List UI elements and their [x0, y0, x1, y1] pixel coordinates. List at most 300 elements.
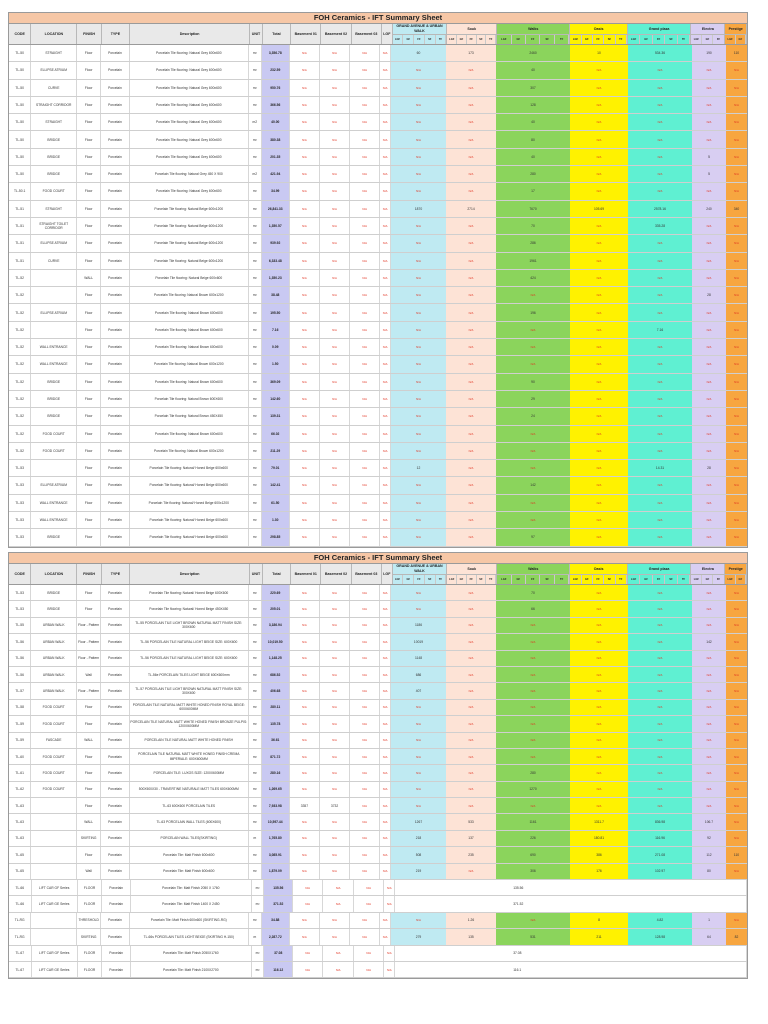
na-value: N/A	[382, 466, 388, 471]
cell-total: 201.35	[262, 149, 290, 165]
cell-description: Porcelain Tile: Matt Finish 600x600 (SKIRTING-RG)	[130, 913, 249, 928]
cell-zone-value: 92	[692, 831, 726, 846]
na-value: N/A	[302, 189, 307, 194]
cell-finish: Floor	[77, 847, 101, 862]
cell-zone-value	[692, 618, 726, 633]
cell-zone-value: 4.82	[628, 913, 692, 928]
cell-zone-value	[391, 183, 446, 199]
subheader-floor: FF	[526, 575, 540, 584]
cell-location: ELLIPSE ATRIUM	[31, 477, 77, 493]
zone-z2	[391, 733, 446, 748]
na-value: N/A	[362, 241, 368, 246]
header-grand_plaza	[628, 564, 691, 584]
subheader-floor: GF	[640, 575, 652, 584]
cell-zone-value	[570, 443, 628, 459]
cell-description: TL-66s PORCELAIN TILES LIGHT BEIGE (SKIRTING H-150)	[130, 929, 249, 944]
na-value: N/A	[468, 85, 474, 90]
zone-z8	[726, 443, 747, 459]
cell-zone-value	[726, 749, 747, 764]
na-value: N/A	[657, 535, 663, 540]
header-lgf: LGF	[382, 24, 393, 44]
cell-total: 135.56	[264, 880, 293, 895]
na-value: N/A	[596, 803, 602, 808]
cell-zone-value	[446, 166, 496, 182]
na-value: N/A	[530, 623, 536, 628]
cell-code: TL-63	[9, 831, 31, 846]
cell-zone-value: 180.81	[570, 831, 628, 846]
cell-zone-value	[391, 304, 446, 320]
header-oasis	[570, 564, 628, 584]
zone-z5	[570, 218, 628, 234]
na-value: N/A	[362, 836, 368, 841]
zone-z5	[570, 814, 628, 829]
na-value: N/A	[362, 137, 368, 142]
cell-description: PORCELAIN TILE NATURAL MATT WHITE HONED FINISH BRONZE PULPIS: 1200X600MM	[130, 716, 249, 731]
cell-lgf	[380, 235, 391, 251]
cell-zone-value	[496, 651, 570, 666]
cell-zone-value	[628, 166, 692, 182]
subheader-floor: SF	[425, 575, 436, 584]
cell-basement	[290, 477, 320, 493]
zone-z5	[570, 733, 628, 748]
cell-basement	[350, 929, 380, 944]
table-row	[9, 131, 747, 148]
cell-type: Porcelain	[101, 304, 129, 320]
na-value: N/A	[302, 310, 307, 315]
cell-basement	[320, 391, 350, 407]
cell-unit: m²	[249, 782, 262, 797]
cell-unit: m2	[249, 114, 262, 130]
na-value: N/A	[596, 224, 602, 229]
na-value: N/A	[468, 803, 474, 808]
na-value: N/A	[382, 51, 388, 56]
na-value: N/A	[657, 606, 663, 611]
cell-location: CURVE	[31, 253, 77, 269]
na-value: N/A	[332, 172, 337, 177]
cell-unit: m²	[249, 529, 262, 545]
cell-total: 142.60	[262, 391, 290, 407]
na-value: N/A	[362, 189, 368, 194]
zone-z3	[446, 601, 496, 616]
cell-zone-value	[446, 683, 496, 698]
na-value: N/A	[468, 869, 474, 874]
cell-code: TL-63	[9, 798, 31, 813]
cell-description: Porcelain Tile flooring: Natural Beige 600x1200	[130, 253, 249, 269]
subheader-floor: FF	[593, 35, 604, 44]
cell-basement	[290, 618, 320, 633]
cell-zone-value	[391, 765, 446, 780]
na-value: N/A	[362, 483, 368, 488]
zone-z8	[726, 749, 747, 764]
zone-z3	[446, 97, 496, 113]
zone-z4	[496, 304, 570, 320]
cell-code: TL-53	[9, 477, 31, 493]
cell-zone-value	[391, 716, 446, 731]
zone-z2	[391, 408, 446, 424]
na-value: N/A	[302, 623, 307, 628]
table-row	[9, 683, 747, 699]
na-value: N/A	[332, 535, 337, 540]
na-value: N/A	[386, 885, 392, 890]
na-value: N/A	[362, 918, 368, 923]
na-value: N/A	[332, 754, 337, 759]
cell-location: BRIDGE	[31, 149, 77, 165]
zone-z5	[570, 798, 628, 813]
cell-basement	[320, 913, 350, 928]
zone-z8	[726, 253, 747, 269]
zone-z5	[570, 339, 628, 355]
subheader-floor: SF	[477, 575, 487, 584]
cell-basement	[290, 45, 320, 61]
subheader-floor: FF	[467, 35, 477, 44]
subheader-floor: TF	[436, 575, 447, 584]
zone-z4	[496, 749, 570, 764]
na-value: N/A	[596, 241, 602, 246]
cell-finish: WALL	[77, 814, 101, 829]
cell-total: 79.01	[262, 460, 290, 476]
zone-z2	[391, 374, 446, 390]
na-value: N/A	[416, 85, 421, 90]
cell-zone-value	[628, 651, 692, 666]
cell-description: Porcelain Tile flooring: Natural Brown 600x600	[130, 339, 249, 355]
zone-z2	[391, 253, 446, 269]
cell-lgf	[380, 270, 391, 286]
zone-z4	[496, 585, 570, 600]
zone-z5	[570, 864, 628, 879]
cell-description: Porcelain Tile: Matt Finish 600x600	[130, 864, 249, 879]
cell-zone-value	[628, 443, 692, 459]
zone-z2	[391, 339, 446, 355]
header-oasis-sub	[570, 575, 627, 584]
cell-zone-value	[692, 716, 726, 731]
na-value: N/A	[362, 120, 368, 125]
zone-z3	[446, 253, 496, 269]
cell-zone-value: 40	[496, 62, 570, 78]
na-value: N/A	[530, 705, 536, 710]
zone-z8	[726, 847, 747, 862]
na-value: N/A	[382, 68, 388, 73]
cell-zone-value: 307	[496, 80, 570, 96]
zone-z2	[391, 131, 446, 147]
zone-z4	[496, 667, 570, 682]
zone-z4	[496, 408, 570, 424]
cell-zone-value	[446, 477, 496, 493]
na-value: N/A	[416, 590, 421, 595]
zone-z8	[726, 460, 747, 476]
cell-description: TL-63 600X600 PORCELAIN TILES	[130, 798, 249, 813]
cell-zone-value	[446, 749, 496, 764]
cell-zone-value	[628, 601, 692, 616]
cell-zone-value	[726, 798, 747, 813]
na-value: N/A	[657, 345, 663, 350]
cell-total: 1.50	[262, 356, 290, 372]
zone-z7	[692, 322, 726, 338]
na-value: N/A	[657, 448, 663, 453]
na-value: N/A	[302, 448, 307, 453]
cell-code: TL-50	[9, 45, 31, 61]
zone-z4	[496, 149, 570, 165]
cell-location: FOOD COURT	[31, 183, 77, 199]
cell-finish: Floor	[77, 356, 101, 372]
cell-finish: Floor	[77, 62, 101, 78]
table-row	[9, 634, 747, 650]
cell-type: Porcelain	[101, 585, 129, 600]
cell-basement	[320, 408, 350, 424]
na-value: N/A	[305, 902, 311, 907]
cell-finish: Floor	[77, 339, 101, 355]
na-value: N/A	[530, 345, 536, 350]
zone-z4	[496, 235, 570, 251]
zone-z4	[496, 716, 570, 731]
cell-type: Porcelain	[101, 814, 129, 829]
zone-z7	[692, 166, 726, 182]
zone-z8	[726, 477, 747, 493]
zone-z5	[570, 847, 628, 862]
na-value: N/A	[596, 672, 602, 677]
na-value: N/A	[657, 623, 663, 628]
na-value: N/A	[332, 68, 337, 73]
cell-zone-value	[391, 149, 446, 165]
cell-location: FOOD COURT	[31, 749, 77, 764]
na-value: N/A	[362, 518, 368, 523]
cell-lgf	[380, 166, 391, 182]
cell-zone-value: 116.96	[628, 831, 692, 846]
zone-z4	[496, 114, 570, 130]
cell-zone-value: 80	[692, 864, 726, 879]
na-value: N/A	[468, 721, 474, 726]
cell-lgf	[380, 45, 391, 61]
cell-basement	[350, 683, 380, 698]
zone-z4	[496, 183, 570, 199]
na-value: N/A	[530, 293, 536, 298]
cell-total: 406.68	[262, 683, 290, 698]
cell-lgf	[380, 218, 391, 234]
cell-zone-value	[391, 798, 446, 813]
zone-z2	[391, 391, 446, 407]
subheader-floor: FF	[593, 575, 604, 584]
header-grand-label: GRAND AVENUE & URBAN WALK	[393, 564, 447, 575]
zone-z2	[391, 601, 446, 616]
summary-sheet-1	[8, 12, 748, 548]
na-value: N/A	[332, 85, 337, 90]
cell-lgf	[380, 339, 391, 355]
cell-zone-value	[570, 166, 628, 182]
cell-zone-value: 386	[570, 847, 628, 862]
na-value: N/A	[302, 688, 307, 693]
table-row	[9, 149, 747, 166]
na-value: N/A	[366, 885, 371, 890]
cell-unit: m²	[249, 601, 262, 616]
cell-location: STRAIGHT TOILET CORRIDOR	[31, 218, 77, 234]
na-value: N/A	[657, 414, 663, 419]
zone-z3	[446, 45, 496, 61]
cell-type: Porcelain	[101, 700, 129, 715]
na-value: N/A	[706, 431, 712, 436]
cell-basement	[350, 765, 380, 780]
na-value: N/A	[468, 738, 474, 743]
cell-total: 7.16	[262, 322, 290, 338]
na-value: N/A	[416, 918, 421, 923]
na-value: N/A	[706, 672, 712, 677]
zone-z7	[692, 218, 726, 234]
header-souk	[447, 24, 497, 44]
na-value: N/A	[416, 721, 421, 726]
cell-finish: Wall	[77, 667, 101, 682]
na-value: N/A	[468, 787, 474, 792]
cell-zone-value	[570, 618, 628, 633]
cell-basement	[350, 798, 380, 813]
cell-zone-value	[570, 512, 628, 528]
cell-basement	[290, 733, 320, 748]
cell-basement	[350, 235, 380, 251]
zone-z7	[692, 929, 726, 944]
na-value: N/A	[657, 754, 663, 759]
cell-type: Porcelain	[101, 408, 129, 424]
na-value: N/A	[468, 466, 474, 471]
header-b03: Basement 03	[352, 564, 382, 584]
cell-code: TL-50	[9, 166, 31, 182]
header-souk-sub	[447, 575, 496, 584]
na-value: N/A	[734, 836, 739, 841]
zone-z6	[628, 585, 692, 600]
na-value: N/A	[596, 721, 602, 726]
cell-lgf	[380, 374, 391, 390]
cell-zone-value: 2714	[446, 201, 496, 217]
cell-zone-value: 686	[391, 667, 446, 682]
na-value: N/A	[302, 258, 307, 263]
cell-code: TL-53	[9, 601, 31, 616]
cell-type: Porcelain	[101, 339, 129, 355]
na-value: N/A	[382, 518, 388, 523]
cell-location: LIFT CAR GE Series	[32, 896, 78, 911]
zone-z5	[570, 201, 628, 217]
subheader-floor: SF	[540, 575, 554, 584]
cell-zone-value: 135	[446, 929, 496, 944]
cell-zone-value: 5	[692, 166, 726, 182]
subheader-floor: SF	[604, 35, 615, 44]
header-walks-sub	[497, 575, 569, 584]
cell-zone-value	[570, 391, 628, 407]
cell-lgf	[380, 716, 391, 731]
cell-unit: m²	[249, 374, 262, 390]
cell-description: Porcelain Tile flooring: Natural Brown 600x600	[130, 304, 249, 320]
zone-z8	[726, 765, 747, 780]
zone-z2	[391, 683, 446, 698]
zone-z4	[496, 814, 570, 829]
cell-finish: Floor	[77, 460, 101, 476]
na-value: N/A	[706, 362, 712, 367]
cell-basement	[323, 962, 353, 977]
cell-basement	[323, 946, 353, 961]
zone-z4	[496, 45, 570, 61]
cell-zone-value	[570, 585, 628, 600]
cell-zone-value	[391, 114, 446, 130]
cell-code: TL-67	[9, 962, 32, 977]
cell-total: 6,333.48	[262, 253, 290, 269]
cell-lgf	[380, 304, 391, 320]
zone-z4	[496, 529, 570, 545]
na-value: N/A	[706, 379, 712, 384]
cell-description: Porcelain Tile: Matt Finish 2050 X 1760	[131, 880, 252, 895]
subheader-floor: GF	[512, 35, 526, 44]
zone-z5	[570, 618, 628, 633]
cell-location: CURVE	[31, 80, 77, 96]
na-value: N/A	[734, 623, 739, 628]
cell-total: 280.16	[262, 765, 290, 780]
zone-z7	[692, 814, 726, 829]
cell-zone-value: 106.7	[692, 814, 726, 829]
cell-location: LIFT CAR GF Series	[32, 880, 78, 895]
na-value: N/A	[332, 448, 337, 453]
na-value: N/A	[302, 396, 307, 401]
cell-location: WALL ENTRANCE	[31, 512, 77, 528]
cell-unit: m²	[249, 270, 262, 286]
zone-z3	[446, 356, 496, 372]
cell-zone-value	[570, 716, 628, 731]
zone-z4	[496, 733, 570, 748]
cell-zone-value: 424	[496, 270, 570, 286]
cell-zone-value	[391, 913, 446, 928]
cell-finish: Floor	[77, 304, 101, 320]
cell-zone-value	[570, 218, 628, 234]
cell-code: TL-50	[9, 62, 31, 78]
zone-z4	[496, 831, 570, 846]
zone-z6	[628, 495, 692, 511]
na-value: N/A	[362, 431, 368, 436]
cell-zone-value	[496, 749, 570, 764]
cell-basement	[350, 864, 380, 879]
header-oasis-sub	[570, 35, 627, 44]
cell-zone-value	[692, 97, 726, 113]
cell-basement	[320, 667, 350, 682]
header-walks	[497, 564, 570, 584]
na-value: N/A	[362, 820, 368, 825]
zone-z3	[446, 80, 496, 96]
na-value: N/A	[335, 902, 341, 907]
zone-z8	[726, 512, 747, 528]
cell-basement	[320, 512, 350, 528]
cell-zone-value	[570, 304, 628, 320]
cell-zone-value: 82	[726, 929, 747, 944]
cell-zone-value	[446, 62, 496, 78]
cell-code: TL-52	[9, 408, 31, 424]
cell-basement	[350, 408, 380, 424]
na-value: N/A	[468, 379, 474, 384]
cell-zone-value	[570, 322, 628, 338]
cell-zone-value	[692, 80, 726, 96]
cell-unit: m²	[249, 667, 262, 682]
cell-zone-value: 28	[692, 460, 726, 476]
na-value: N/A	[468, 258, 474, 263]
cell-type: Porcelain	[101, 97, 129, 113]
cell-lgf	[384, 896, 395, 911]
zone-z5	[570, 634, 628, 649]
cell-finish: Floor	[77, 529, 101, 545]
cell-zone-value	[726, 253, 747, 269]
zone-z7	[692, 716, 726, 731]
cell-code: TL-53	[9, 512, 31, 528]
cell-basement	[290, 765, 320, 780]
cell-total: 2,287.72	[262, 929, 290, 944]
cell-zone-value	[446, 585, 496, 600]
cell-location: BRIDGE	[31, 585, 77, 600]
cell-code: TL-61	[9, 765, 31, 780]
na-value: N/A	[362, 68, 368, 73]
zone-z8	[726, 322, 747, 338]
cell-zone-value	[391, 253, 446, 269]
zone-z5	[570, 651, 628, 666]
cell-zone-value	[446, 287, 496, 303]
